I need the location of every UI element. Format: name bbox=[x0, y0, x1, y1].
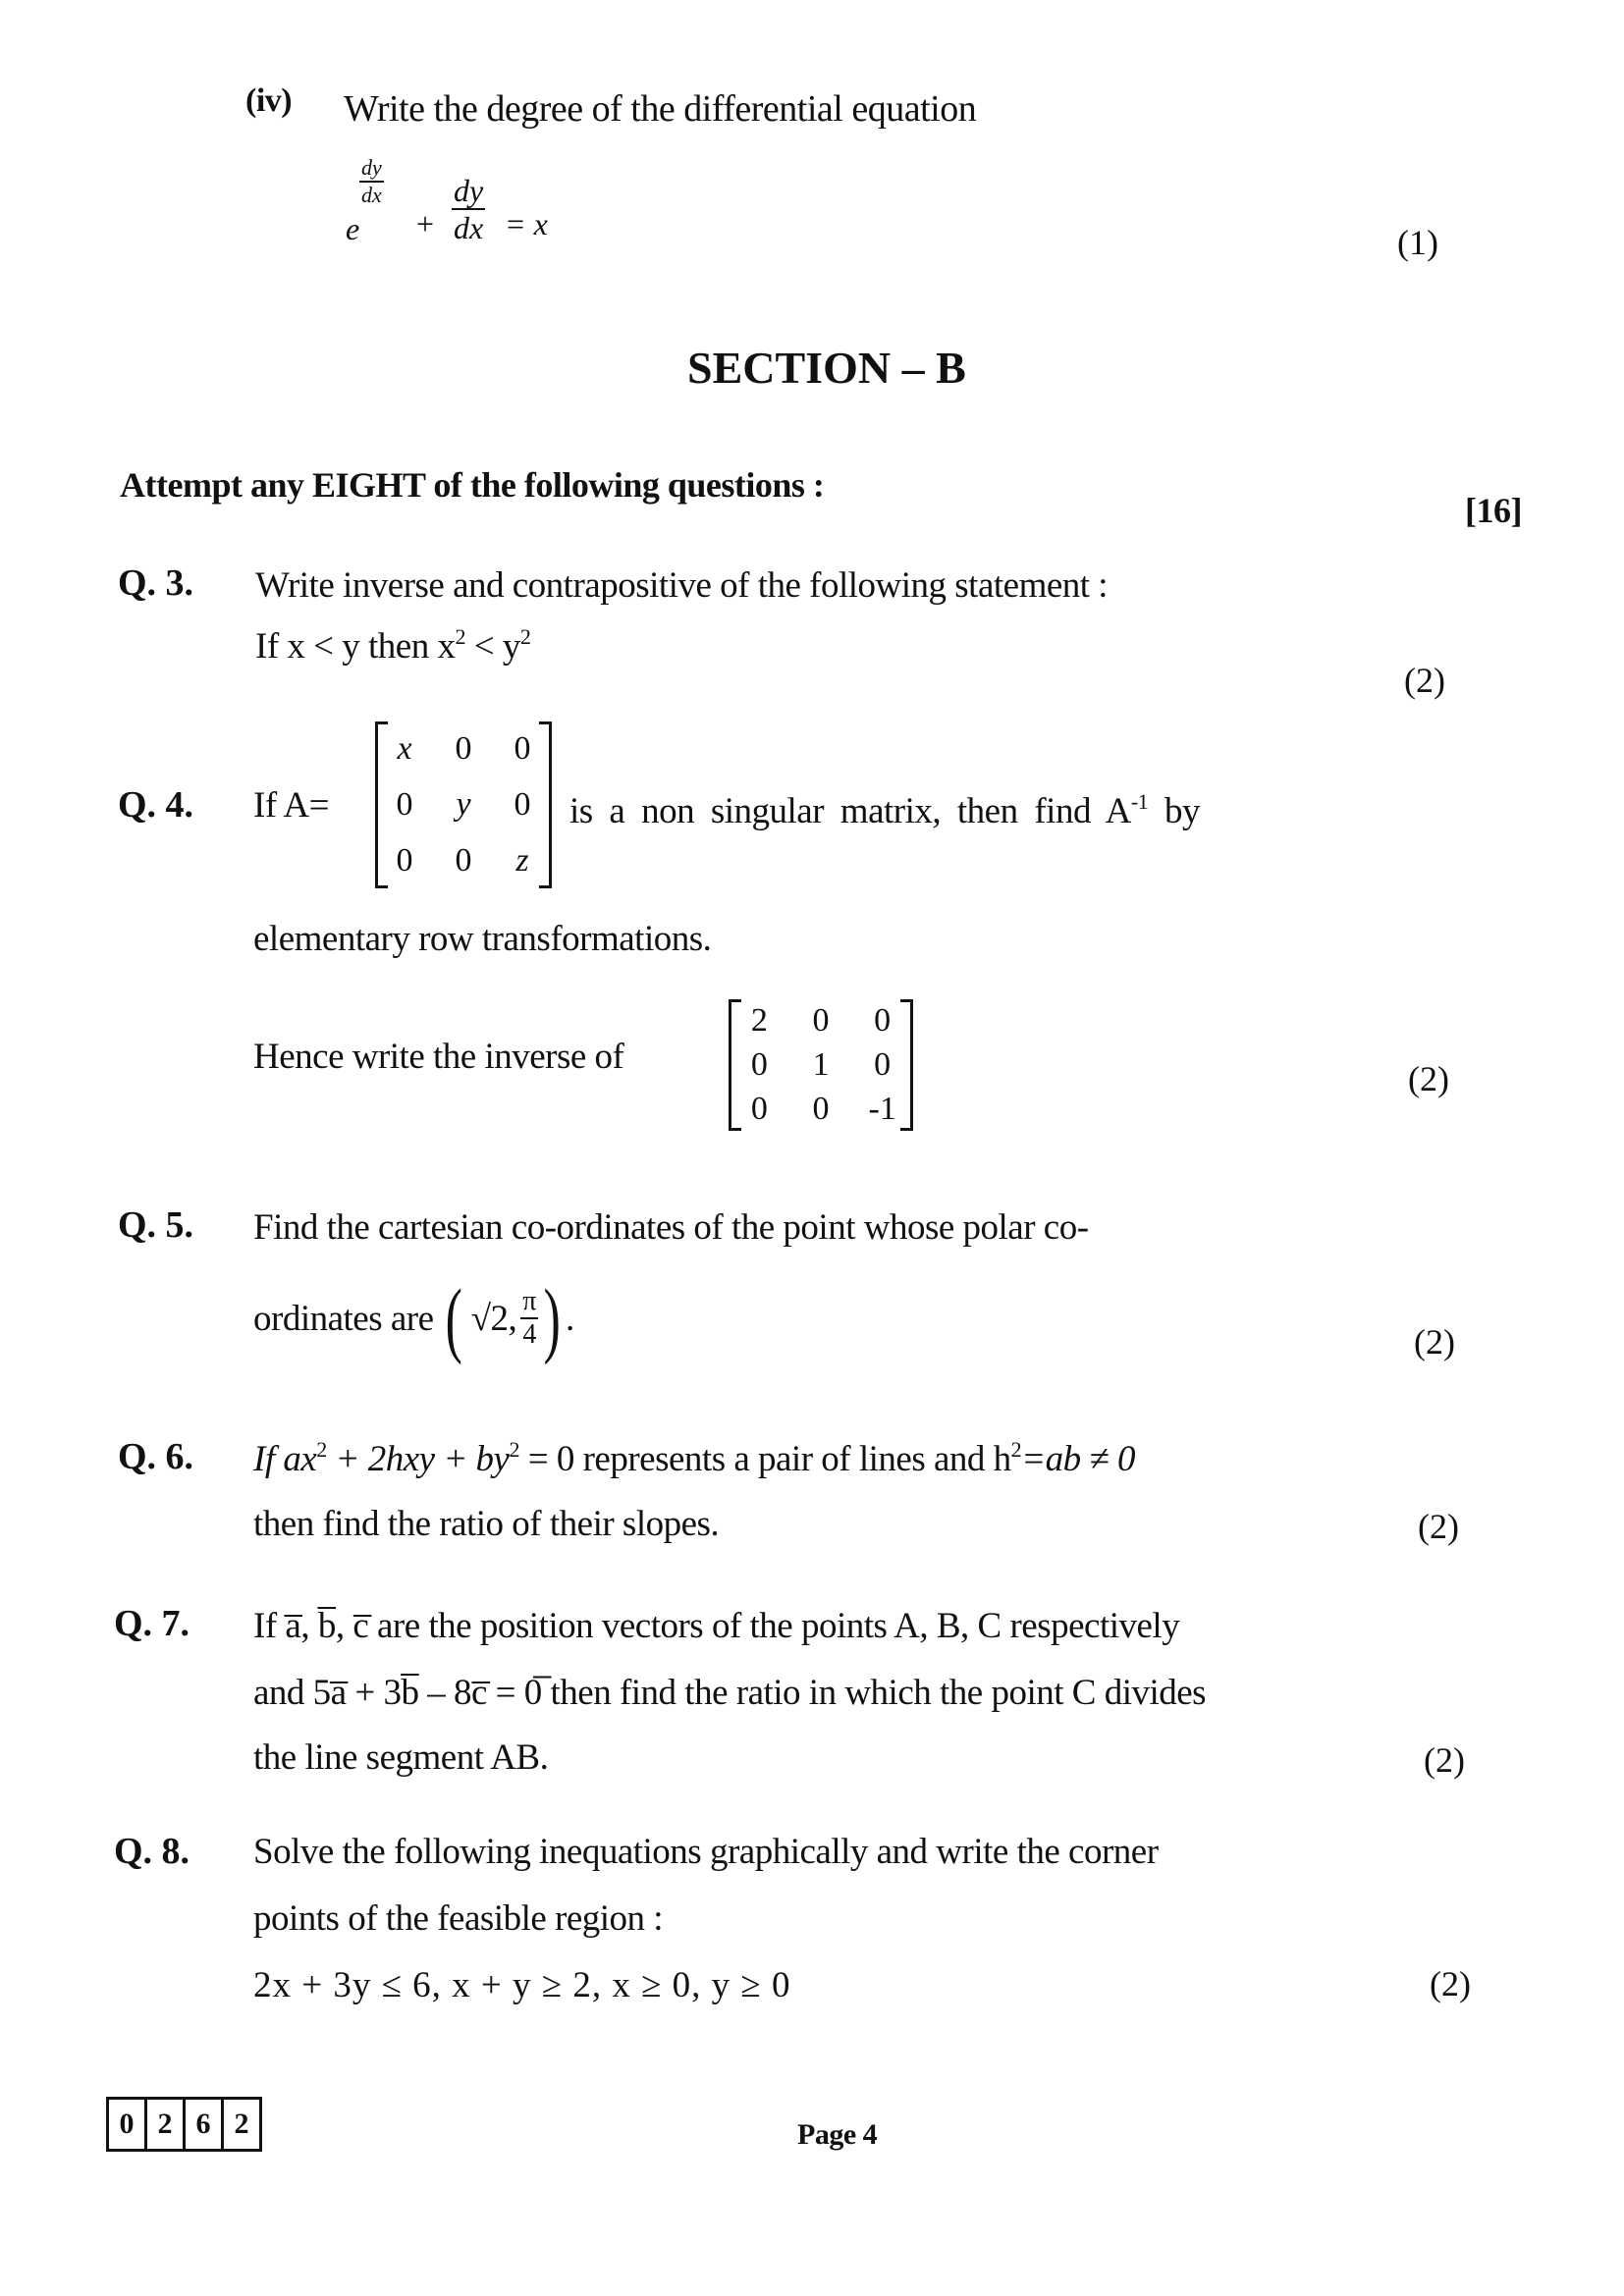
marks-q6: (2) bbox=[1418, 1507, 1459, 1546]
q8-line3: 2x + 3y ≤ 6, x + y ≥ 2, x ≥ 0, y ≥ 0 bbox=[253, 1965, 791, 2005]
subquestion-text: Write the degree of the differential equation bbox=[344, 88, 977, 130]
question-number: Q. 4. bbox=[118, 784, 194, 826]
bracket-right bbox=[539, 721, 552, 888]
code-digit: 6 bbox=[186, 2100, 224, 2149]
marks-q8: (2) bbox=[1430, 1964, 1471, 2003]
question-number: Q. 8. bbox=[114, 1831, 190, 1872]
q7-line1: If a̅, b̅, c̅ are the position vectors of the points A, B, C respectively bbox=[253, 1606, 1180, 1646]
theta-fraction: $\frac{\pi}{4}$ bbox=[522, 1286, 536, 1350]
marks-q4: (2) bbox=[1408, 1059, 1449, 1098]
paren-open: ( bbox=[445, 1271, 462, 1365]
eq-base: e bbox=[346, 211, 360, 246]
section-total-marks: [16] bbox=[1465, 491, 1522, 530]
code-digit: 0 bbox=[109, 2100, 147, 2149]
subquestion-label: (iv) bbox=[245, 82, 293, 119]
bracket-left bbox=[375, 721, 388, 888]
question-number: Q. 7. bbox=[114, 1603, 190, 1644]
q3-line2: If x < y then $x^2 < y^2$ bbox=[255, 624, 531, 667]
q4-suffix: is a non singular matrix, then find $A^{-1}$ by bbox=[569, 789, 1200, 831]
marks-q3: (2) bbox=[1404, 661, 1445, 700]
q7-line3: the line segment AB. bbox=[253, 1737, 549, 1778]
eq-derivative: $\frac{dy}{dx}$ bbox=[454, 173, 484, 245]
code-digit: 2 bbox=[147, 2100, 186, 2149]
q7-line2: and 5a̅ + 3b̅ – 8c̅ = 0̅ then find the ratio in which the point C divides bbox=[253, 1673, 1207, 1713]
page-number: Page 4 bbox=[797, 2118, 878, 2151]
section-instruction: Attempt any EIGHT of the following questions : bbox=[120, 465, 825, 505]
q6-line1: If $ax^2 + 2hxy + by^2 = 0$ represents a pair of lines and $h^2=ab \ne 0$ bbox=[253, 1437, 1135, 1479]
question-number: Q. 3. bbox=[118, 562, 194, 604]
section-title: SECTION – B bbox=[687, 343, 966, 393]
marks-q5: (2) bbox=[1414, 1322, 1455, 1362]
paren-close: ) bbox=[543, 1271, 561, 1365]
q8-line2: points of the feasible region : bbox=[253, 1898, 664, 1939]
q6-line2: then find the ratio of their slopes. bbox=[253, 1504, 720, 1544]
q4-line3: Hence write the inverse of bbox=[253, 1037, 624, 1077]
q5-line2: ordinates are ( √2, $\frac{\pi}{4}$ ) . bbox=[253, 1271, 574, 1365]
q8-line1: Solve the following inequations graphically and write the corner bbox=[253, 1832, 1159, 1872]
bracket-right bbox=[900, 999, 913, 1131]
eq-plus: + bbox=[416, 206, 435, 241]
q4-prefix: If A= bbox=[253, 785, 329, 826]
paper-code-box bbox=[106, 2097, 262, 2152]
marks-q7: (2) bbox=[1424, 1740, 1465, 1780]
eq-exponent: $\frac{dy}{dx}$ bbox=[361, 155, 382, 207]
matrix-a: x 0 0 0 y 0 0 0 z bbox=[375, 721, 552, 888]
eq-rhs: = x bbox=[505, 206, 548, 241]
q4-line2: elementary row transformations. bbox=[253, 919, 712, 959]
matrix-b: 2 0 0 0 1 0 0 0 -1 bbox=[729, 999, 913, 1131]
code-digit: 2 bbox=[234, 2108, 249, 2140]
question-number: Q. 5. bbox=[118, 1204, 194, 1246]
marks-iv: (1) bbox=[1397, 223, 1438, 262]
q5-line1: Find the cartesian co-ordinates of the point whose polar co- bbox=[253, 1207, 1089, 1248]
q3-line1: Write inverse and contrapositive of the following statement : bbox=[255, 565, 1109, 606]
question-number: Q. 6. bbox=[118, 1436, 194, 1477]
bracket-left bbox=[729, 999, 741, 1131]
